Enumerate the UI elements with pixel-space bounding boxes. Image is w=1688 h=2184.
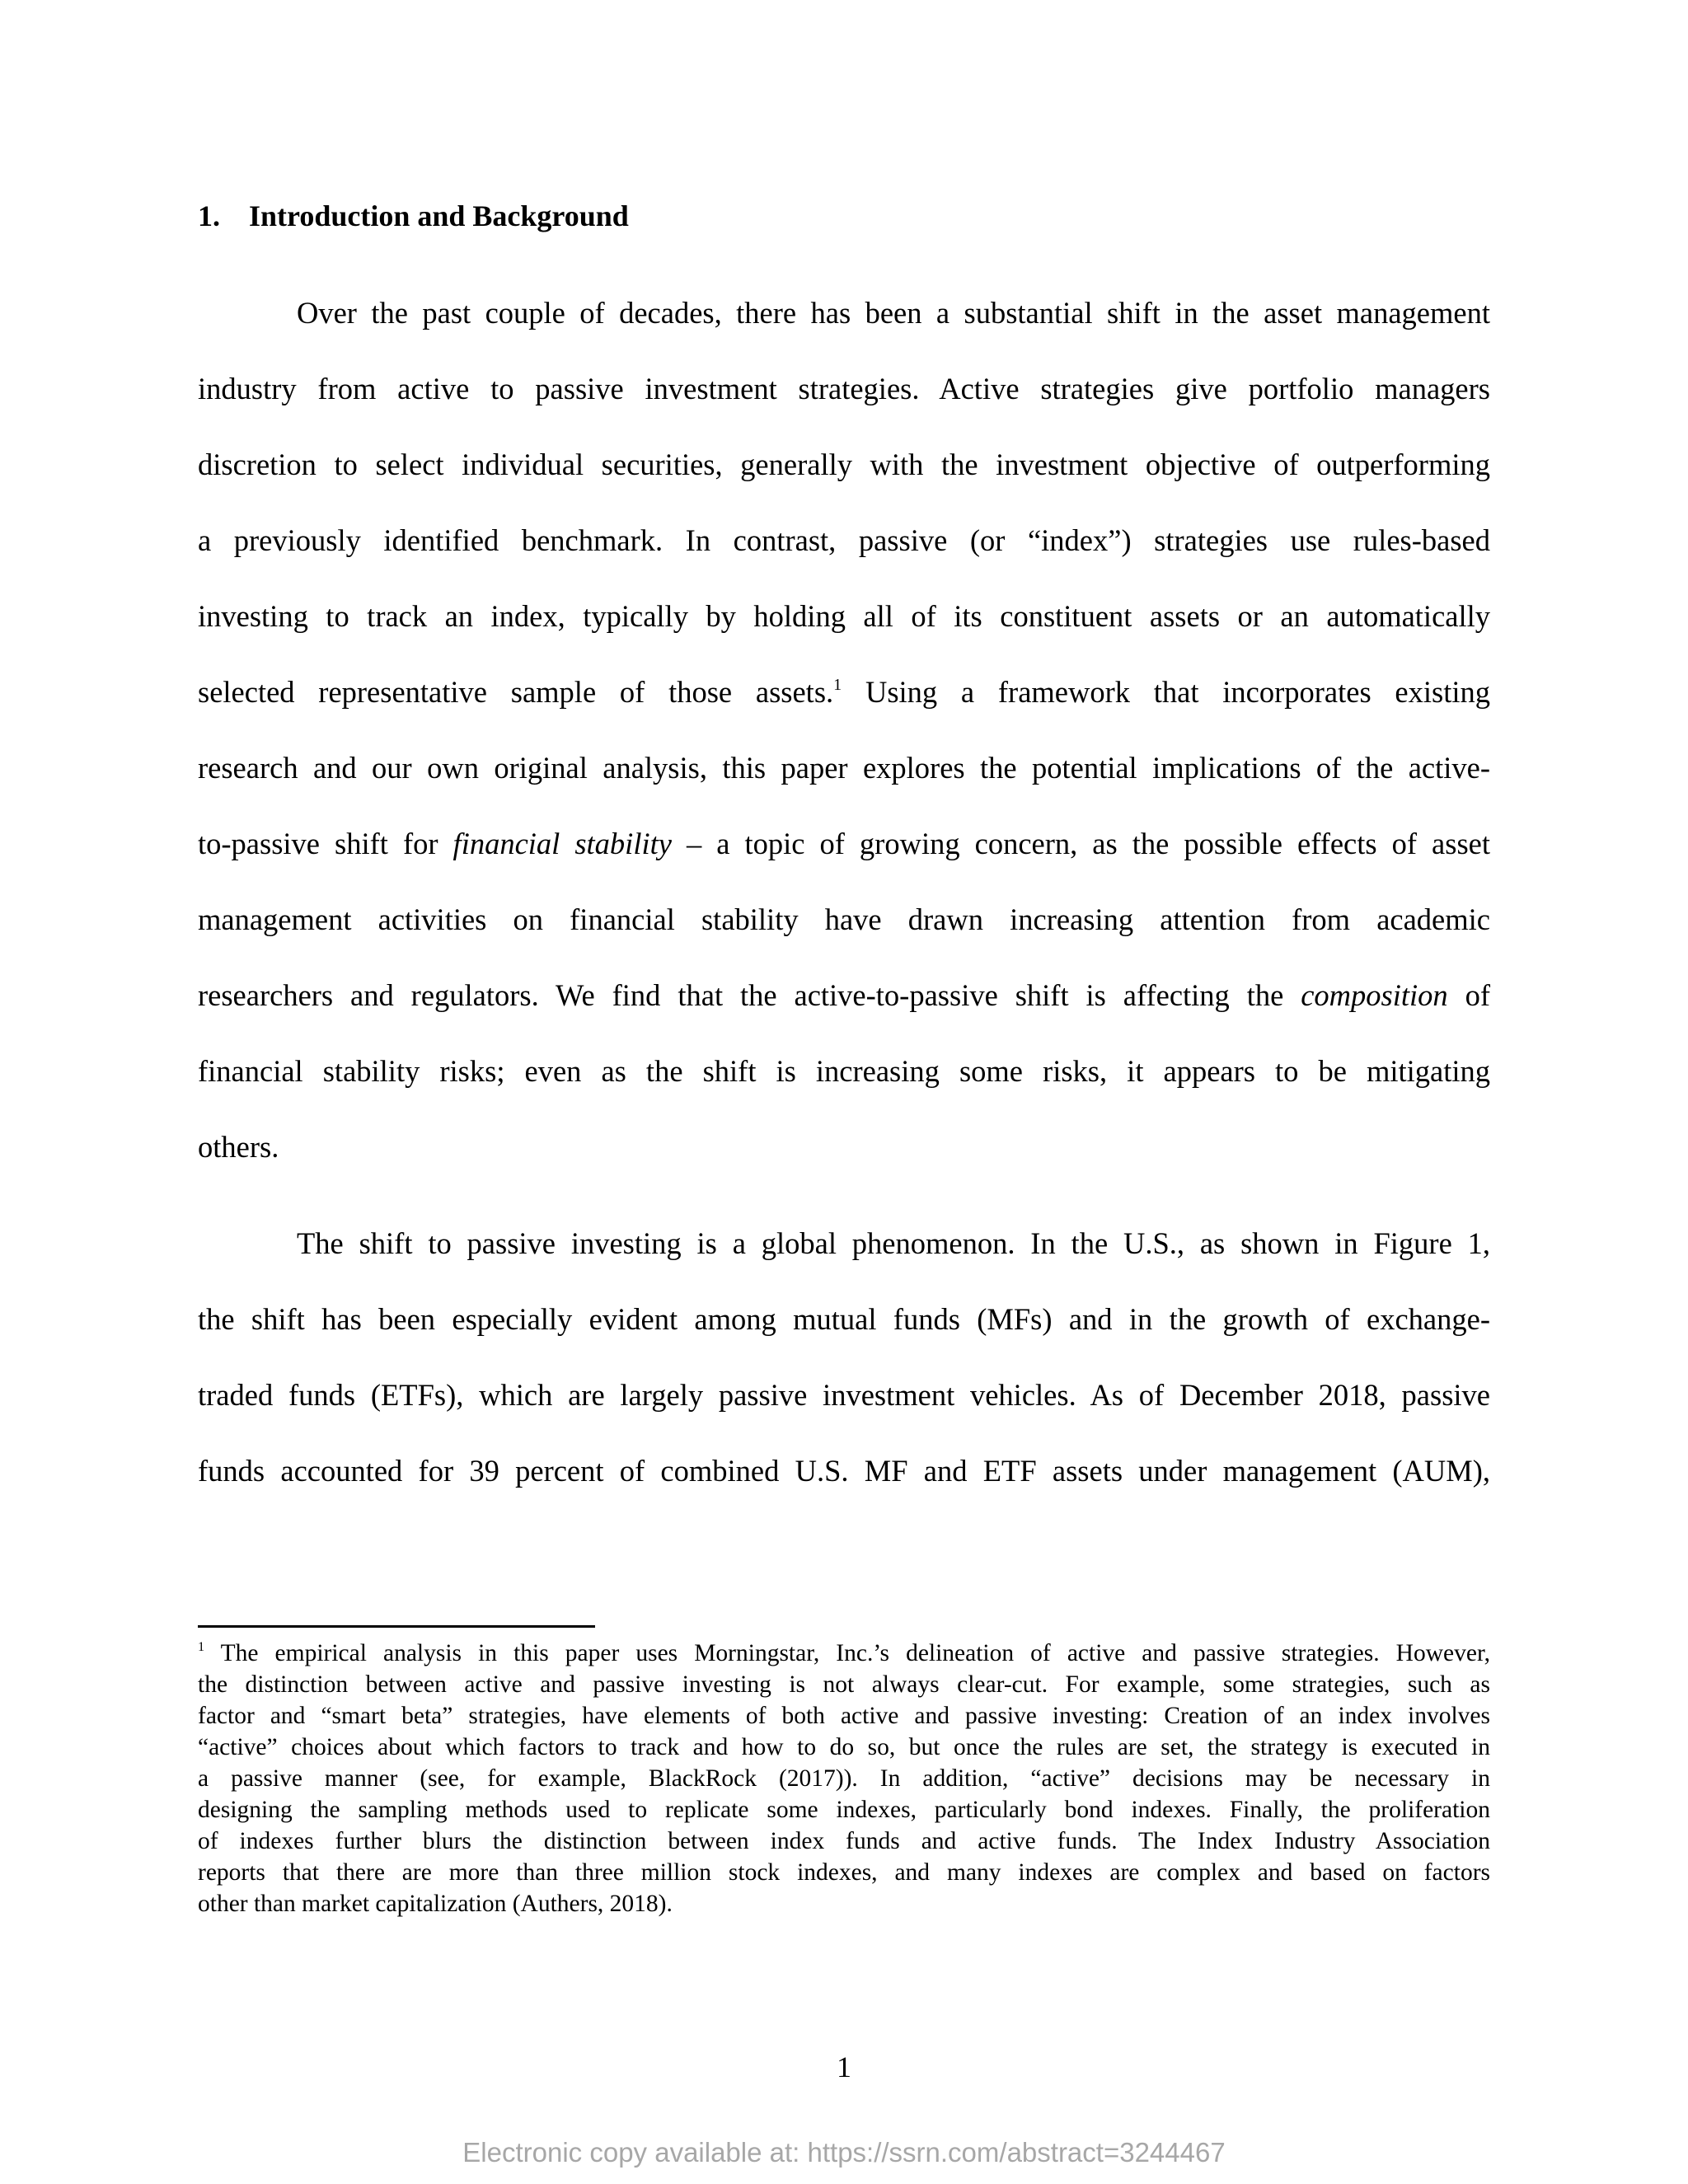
section-title: Introduction and Background xyxy=(249,199,629,232)
footnote-line: other than market capitalization (Authers, 2018). xyxy=(198,1891,673,1917)
text-line: traded funds (ETFs), which are largely passive investment vehicles. As of December 2018, passive xyxy=(198,1378,1490,1412)
emphasis-text: composition xyxy=(1301,978,1448,1012)
text-line: research and our own original analysis, this paper explores the potential implications of the active- xyxy=(198,751,1490,785)
footnote-line: a passive manner (see, for example, BlackRock (2017)). In addition, “active” decisions may be necessary in xyxy=(198,1765,1490,1792)
text-line: financial stability risks; even as the shift is increasing some risks, it appears to be mitigating xyxy=(198,1054,1490,1088)
footnote-line: the distinction between active and passive investing is not always clear-cut. For example, some strategies, such as xyxy=(198,1671,1490,1698)
text-line: The shift to passive investing is a global phenomenon. In the U.S., as shown in Figure 1, xyxy=(297,1226,1490,1260)
emphasis-text: financial stability xyxy=(452,827,672,860)
text-line: others. xyxy=(198,1130,279,1164)
section-heading xyxy=(198,198,629,234)
section-number: 1. xyxy=(198,199,220,232)
footnote-rule xyxy=(198,1625,595,1628)
text-span: researchers and regulators. We find that the active-to-passive shift is affecting the xyxy=(198,978,1301,1012)
text-line: Over the past couple of decades, there has been a substantial shift in the asset management xyxy=(297,296,1490,330)
text-line: industry from active to passive investment strategies. Active strategies give portfolio managers xyxy=(198,372,1490,405)
text-span: – a topic of growing concern, as the possible effects of asset xyxy=(671,827,1491,860)
text-line: discretion to select individual securities, generally with the investment objective of outperforming xyxy=(198,448,1490,481)
footnote-line: reports that there are more than three million stock indexes, and many indexes are complex and based on factors xyxy=(198,1859,1490,1886)
footnote-line: “active” choices about which factors to track and how to do so, but once the rules are set, the strategy is executed in xyxy=(198,1734,1490,1760)
footnote-marker: 1 xyxy=(198,1638,205,1654)
text-span: of xyxy=(1447,978,1490,1012)
ssrn-watermark: Electronic copy available at: https://ssrn.com/abstract=3244467 xyxy=(462,2137,1226,2168)
text-line xyxy=(198,674,1490,715)
text-line xyxy=(198,977,1490,1014)
text-span: Using a framework that incorporates existing xyxy=(842,675,1491,709)
text-span: The empirical analysis in this paper uses Morningstar, Inc.’s delineation of active and passive strategies. However, xyxy=(204,1640,1490,1666)
text-line: management activities on financial stability have drawn increasing attention from academic xyxy=(198,902,1490,936)
text-line: funds accounted for 39 percent of combined U.S. MF and ETF assets under management (AUM), xyxy=(198,1454,1490,1488)
footnote-line: designing the sampling methods used to replicate some indexes, particularly bond indexes. Finally, the proliferation xyxy=(198,1797,1490,1823)
text-line: a previously identified benchmark. In contrast, passive (or “index”) strategies use rules-based xyxy=(198,523,1490,557)
text-span: selected representative sample of those assets. xyxy=(198,675,834,709)
footnote-ref-1: 1 xyxy=(833,675,842,694)
footnote-line: of indexes further blurs the distinction between index funds and active funds. The Index Industry Association xyxy=(198,1828,1490,1854)
text-line xyxy=(198,826,1490,862)
text-span: to-passive shift for xyxy=(198,827,453,860)
page-number: 1 xyxy=(837,2050,851,2083)
footnote-line xyxy=(198,1638,1490,1672)
text-line: the shift has been especially evident among mutual funds (MFs) and in the growth of exchange- xyxy=(198,1302,1490,1336)
footnote-line: factor and “smart beta” strategies, have elements of both active and passive investing: Creation of an index involves xyxy=(198,1703,1490,1729)
text-line: investing to track an index, typically by holding all of its constituent assets or an automatically xyxy=(198,599,1490,633)
